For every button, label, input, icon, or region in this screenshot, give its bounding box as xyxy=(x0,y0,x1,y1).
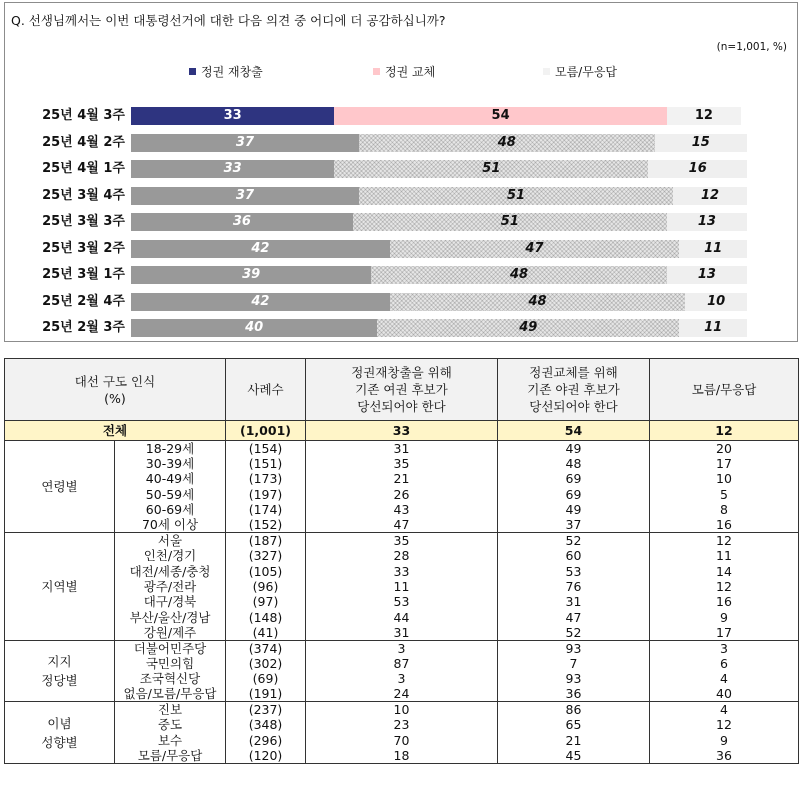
table-row xyxy=(5,656,799,671)
cell-n: (374) xyxy=(226,640,306,656)
table-row xyxy=(5,563,799,578)
cell-c: 16 xyxy=(650,594,799,609)
cell-b: 60 xyxy=(498,548,650,563)
cell-n: (96) xyxy=(226,579,306,594)
cell-n: (197) xyxy=(226,487,306,502)
bar-segment: 37 xyxy=(131,134,359,152)
row-label: 50-59세 xyxy=(115,487,226,502)
cell-n: (151) xyxy=(226,456,306,471)
table-row xyxy=(5,548,799,563)
cell-n: (152) xyxy=(226,517,306,533)
category-label: 25년 4월 2주 xyxy=(42,134,125,150)
cell-a: 31 xyxy=(306,625,498,641)
table-row xyxy=(5,640,799,656)
stacked-bar-chart xyxy=(5,3,797,341)
cell-n: (173) xyxy=(226,471,306,486)
table-row xyxy=(5,471,799,486)
row-label: 강원/제주 xyxy=(115,625,226,641)
bar-segment: 13 xyxy=(667,266,747,284)
cell-a: 47 xyxy=(306,517,498,533)
table-header-row xyxy=(5,359,799,421)
row-label: 모름/무응답 xyxy=(115,748,226,764)
table-row xyxy=(5,748,799,764)
cell-a: 43 xyxy=(306,502,498,517)
cell-n: (120) xyxy=(226,748,306,764)
cell-c: 4 xyxy=(650,671,799,686)
category-label: 25년 3월 1주 xyxy=(42,267,125,282)
bar-segment: 13 xyxy=(667,213,747,231)
cell-a: 87 xyxy=(306,656,498,671)
legend-label: 정권 재창출 xyxy=(201,65,263,79)
category-label: 25년 3월 4주 xyxy=(42,187,125,203)
table-row xyxy=(5,609,799,624)
table-row xyxy=(5,517,799,533)
cell-b: 76 xyxy=(498,579,650,594)
row-label: 대전/세종/충청 xyxy=(115,563,226,578)
row-label: 60-69세 xyxy=(115,502,226,517)
bar-segment: 51 xyxy=(334,160,648,178)
row-label: 광주/전라 xyxy=(115,579,226,594)
cell-a: 35 xyxy=(306,533,498,549)
cell-b: 21 xyxy=(498,733,650,748)
cell-n: (348) xyxy=(226,717,306,732)
row-label: 인천/경기 xyxy=(115,548,226,563)
table-row xyxy=(5,456,799,471)
cell-b: 49 xyxy=(498,502,650,517)
row-label: 보수 xyxy=(115,733,226,748)
header-group-line: (%) xyxy=(104,390,126,406)
total-b: 54 xyxy=(498,421,650,441)
header-a-line: 기존 여권 후보가 xyxy=(355,382,448,397)
cell-b: 47 xyxy=(498,609,650,624)
table-row xyxy=(5,625,799,641)
bar-segment: 39 xyxy=(131,266,371,284)
cell-c: 10 xyxy=(650,471,799,486)
row-label: 더불어민주당 xyxy=(115,640,226,656)
cell-n: (105) xyxy=(226,563,306,578)
cell-c: 6 xyxy=(650,656,799,671)
cell-n: (174) xyxy=(226,502,306,517)
cell-c: 17 xyxy=(650,625,799,641)
total-a: 33 xyxy=(306,421,498,441)
bar-segment: 33 xyxy=(131,160,334,178)
bar-segment: 48 xyxy=(390,293,686,311)
cell-b: 69 xyxy=(498,487,650,502)
cell-a: 10 xyxy=(306,702,498,718)
header-c: 모름/무응답 xyxy=(650,359,799,421)
row-label: 30-39세 xyxy=(115,456,226,471)
table-row xyxy=(5,441,799,457)
question-text: Q. 선생님께서는 이번 대통령선거에 대한 다음 의견 중 어디에 더 공감하십니까? xyxy=(11,13,446,28)
cell-a: 31 xyxy=(306,441,498,457)
cell-c: 5 xyxy=(650,487,799,502)
cell-n: (327) xyxy=(226,548,306,563)
cell-a: 33 xyxy=(306,563,498,578)
table-row xyxy=(5,702,799,718)
row-label: 70세 이상 xyxy=(115,517,226,533)
cell-b: 37 xyxy=(498,517,650,533)
bar-segment: 42 xyxy=(131,240,390,258)
bar-segment: 47 xyxy=(390,240,680,258)
total-n: (1,001) xyxy=(226,421,306,441)
cell-n: (97) xyxy=(226,594,306,609)
cell-c: 4 xyxy=(650,702,799,718)
cell-b: 65 xyxy=(498,717,650,732)
table-row xyxy=(5,733,799,748)
header-group xyxy=(5,359,226,421)
category-label: 25년 4월 3주 xyxy=(42,108,125,123)
cell-n: (154) xyxy=(226,441,306,457)
cell-n: (69) xyxy=(226,671,306,686)
table-row xyxy=(5,533,799,549)
row-label: 대구/경북 xyxy=(115,594,226,609)
cell-a: 11 xyxy=(306,579,498,594)
bar-segment: 42 xyxy=(131,293,390,311)
cell-b: 36 xyxy=(498,686,650,702)
cell-n: (187) xyxy=(226,533,306,549)
chart-panel xyxy=(4,2,798,342)
bar-segment: 51 xyxy=(359,187,673,205)
bar-segment: 40 xyxy=(131,319,377,337)
header-a xyxy=(306,359,498,421)
cell-b: 86 xyxy=(498,702,650,718)
cell-b: 49 xyxy=(498,441,650,457)
legend-label: 모름/무응답 xyxy=(555,65,618,79)
header-a-line: 당선되어야 한다 xyxy=(357,399,446,414)
bar-segment: 36 xyxy=(131,213,353,231)
bar-segment: 49 xyxy=(377,319,679,337)
table-row xyxy=(5,717,799,732)
bar-segment: 48 xyxy=(359,134,655,152)
cell-n: (191) xyxy=(226,686,306,702)
bar-segment: 10 xyxy=(685,293,747,311)
cell-n: (237) xyxy=(226,702,306,718)
bar-segment: 48 xyxy=(371,266,667,284)
table-row xyxy=(5,579,799,594)
cell-b: 52 xyxy=(498,625,650,641)
cell-c: 12 xyxy=(650,717,799,732)
table-row xyxy=(5,594,799,609)
cell-a: 70 xyxy=(306,733,498,748)
cell-b: 31 xyxy=(498,594,650,609)
cell-a: 3 xyxy=(306,640,498,656)
header-b-line: 정권교체를 위해 xyxy=(529,365,618,380)
table-row xyxy=(5,502,799,517)
header-b-line: 당선되어야 한다 xyxy=(529,399,618,414)
category-label: 25년 3월 2주 xyxy=(42,240,125,256)
cell-a: 24 xyxy=(306,686,498,702)
bar-segment: 51 xyxy=(353,213,667,231)
cell-c: 36 xyxy=(650,748,799,764)
header-a-line: 정권재창출을 위해 xyxy=(351,365,452,380)
bar-segment: 12 xyxy=(667,107,741,125)
row-label: 서울 xyxy=(115,533,226,549)
cell-b: 69 xyxy=(498,471,650,486)
cell-c: 11 xyxy=(650,548,799,563)
row-label: 진보 xyxy=(115,702,226,718)
total-c: 12 xyxy=(650,421,799,441)
category-label: 25년 3월 3주 xyxy=(42,214,125,229)
cell-a: 18 xyxy=(306,748,498,764)
cell-c: 20 xyxy=(650,441,799,457)
table-row xyxy=(5,487,799,502)
cell-b: 52 xyxy=(498,533,650,549)
row-label: 없음/모름/무응답 xyxy=(115,686,226,702)
cell-c: 40 xyxy=(650,686,799,702)
cell-b: 48 xyxy=(498,456,650,471)
cell-b: 7 xyxy=(498,656,650,671)
bar-segment: 11 xyxy=(679,319,747,337)
cell-c: 12 xyxy=(650,579,799,594)
cell-c: 17 xyxy=(650,456,799,471)
cell-n: (41) xyxy=(226,625,306,641)
sample-note: (n=1,001, %) xyxy=(716,41,787,53)
bar-segment: 11 xyxy=(679,240,747,258)
cell-b: 53 xyxy=(498,563,650,578)
cell-a: 26 xyxy=(306,487,498,502)
bar-segment: 16 xyxy=(648,160,747,178)
group-label: 연령별 xyxy=(5,441,115,533)
cell-c: 9 xyxy=(650,609,799,624)
cell-c: 16 xyxy=(650,517,799,533)
cell-b: 93 xyxy=(498,671,650,686)
cell-c: 8 xyxy=(650,502,799,517)
bar-segment: 33 xyxy=(131,107,334,125)
group-label: 이념 성향별 xyxy=(5,702,115,764)
header-b-line: 기존 야권 후보가 xyxy=(527,382,620,397)
category-label: 25년 4월 1주 xyxy=(42,161,125,176)
cell-n: (148) xyxy=(226,609,306,624)
cell-n: (302) xyxy=(226,656,306,671)
group-label: 지역별 xyxy=(5,533,115,640)
cell-a: 23 xyxy=(306,717,498,732)
row-label: 조국혁신당 xyxy=(115,671,226,686)
table-row xyxy=(5,686,799,702)
crosstab-table xyxy=(4,358,799,764)
row-label: 부산/울산/경남 xyxy=(115,609,226,624)
cell-c: 9 xyxy=(650,733,799,748)
row-label: 국민의힘 xyxy=(115,656,226,671)
category-label: 25년 2월 3주 xyxy=(42,320,125,335)
bar-segment: 37 xyxy=(131,187,359,205)
group-label: 지지 정당별 xyxy=(5,640,115,702)
cell-c: 12 xyxy=(650,533,799,549)
cell-c: 14 xyxy=(650,563,799,578)
header-group-line: 대선 구도 인식 xyxy=(74,373,156,389)
row-label: 40-49세 xyxy=(115,471,226,486)
bar-segment: 15 xyxy=(655,134,747,152)
cell-c: 3 xyxy=(650,640,799,656)
bar-segment: 12 xyxy=(673,187,747,205)
cell-b: 93 xyxy=(498,640,650,656)
cell-a: 28 xyxy=(306,548,498,563)
row-label: 18-29세 xyxy=(115,441,226,457)
total-label: 전체 xyxy=(5,421,226,441)
total-row xyxy=(5,421,799,441)
cell-b: 45 xyxy=(498,748,650,764)
header-n: 사례수 xyxy=(226,359,306,421)
legend-label: 정권 교체 xyxy=(385,65,436,79)
cell-a: 3 xyxy=(306,671,498,686)
cell-a: 35 xyxy=(306,456,498,471)
cell-a: 44 xyxy=(306,609,498,624)
cell-a: 21 xyxy=(306,471,498,486)
cell-n: (296) xyxy=(226,733,306,748)
table-row xyxy=(5,671,799,686)
row-label: 중도 xyxy=(115,717,226,732)
category-label: 25년 2월 4주 xyxy=(42,293,125,309)
bar-segment: 54 xyxy=(334,107,667,125)
cell-a: 53 xyxy=(306,594,498,609)
header-b xyxy=(498,359,650,421)
